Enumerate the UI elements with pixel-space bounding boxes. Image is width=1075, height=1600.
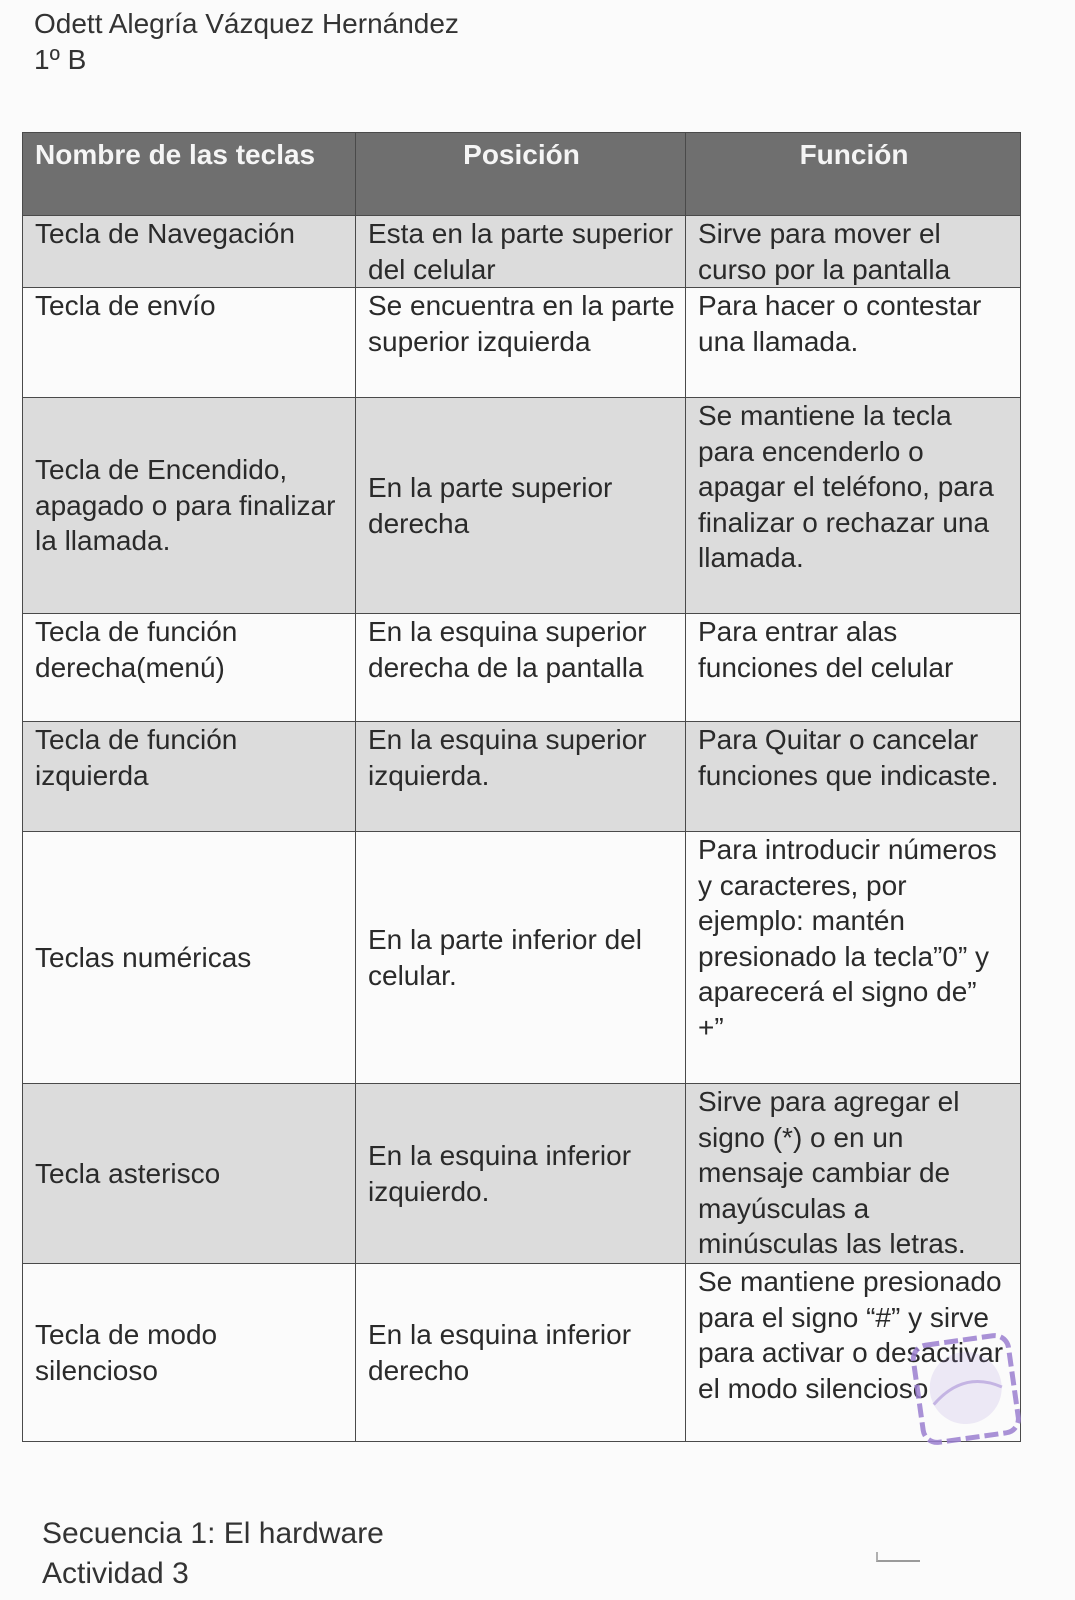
student-name: Odett Alegría Vázquez Hernández	[34, 8, 459, 39]
key-function-cell: Se mantiene la tecla para encenderlo o apagar el teléfono, para finalizar o rechazar una llamada.	[686, 398, 1021, 614]
key-position-cell: En la esquina inferior derecho	[356, 1264, 686, 1442]
key-function-cell: Sirve para agregar el signo (*) o en un mensaje cambiar de mayúsculas a minúsculas las letras.	[686, 1084, 1021, 1264]
table-row	[23, 398, 1021, 614]
key-function-cell: Sirve para mover el curso por la pantalla	[686, 216, 1021, 288]
key-position-cell: En la esquina superior izquierda.	[356, 722, 686, 832]
table-row	[23, 288, 1021, 398]
key-name-cell: Teclas numéricas	[23, 832, 356, 1084]
great-job-stamp	[910, 1330, 1022, 1450]
pencil-mark	[876, 1552, 920, 1562]
key-position-cell: Esta en la parte superior del celular	[356, 216, 686, 288]
table-row	[23, 614, 1021, 722]
table-row	[23, 216, 1021, 288]
key-name-cell: Tecla de modo silencioso	[23, 1264, 356, 1442]
activity-label: Actividad 3	[42, 1557, 189, 1590]
key-position-cell: En la parte inferior del celular.	[356, 832, 686, 1084]
student-header	[34, 6, 459, 78]
table-row	[23, 722, 1021, 832]
table-row	[23, 832, 1021, 1084]
key-position-cell: Se encuentra en la parte superior izquierda	[356, 288, 686, 398]
header-key-name: Nombre de las teclas	[23, 133, 356, 216]
key-function-cell: Para hacer o contestar una llamada.	[686, 288, 1021, 398]
sequence-label: Secuencia 1: El hardware	[42, 1517, 384, 1550]
key-function-cell: Para entrar alas funciones del celular	[686, 614, 1021, 722]
key-name-cell: Tecla de función izquierda	[23, 722, 356, 832]
key-function-cell: Para introducir números y caracteres, por ejemplo: mantén presionado la tecla”0” y aparecerá el signo de” +”	[686, 832, 1021, 1084]
key-position-cell: En la parte superior derecha	[356, 398, 686, 614]
header-function: Función	[686, 133, 1021, 216]
key-function-cell: Para Quitar o cancelar funciones que indicaste.	[686, 722, 1021, 832]
footer-activity	[42, 1514, 384, 1594]
key-name-cell: Tecla de envío	[23, 288, 356, 398]
key-name-cell: Tecla de función derecha(menú)	[23, 614, 356, 722]
header-position: Posición	[356, 133, 686, 216]
key-name-cell: Tecla de Navegación	[23, 216, 356, 288]
key-position-cell: En la esquina inferior izquierdo.	[356, 1084, 686, 1264]
key-name-cell: Tecla de Encendido, apagado o para finalizar la llamada.	[23, 398, 356, 614]
table-row	[23, 1084, 1021, 1264]
key-name-cell: Tecla asterisco	[23, 1084, 356, 1264]
student-group: 1º B	[34, 44, 87, 75]
table-row	[23, 1264, 1021, 1442]
table-header-row	[23, 133, 1021, 216]
key-position-cell: En la esquina superior derecha de la pantalla	[356, 614, 686, 722]
key-function-cell: Se mantiene presionado para el signo “#” y sirve para activar o desactivar el modo silencioso	[686, 1264, 1021, 1442]
phone-keys-table	[22, 132, 1021, 1442]
